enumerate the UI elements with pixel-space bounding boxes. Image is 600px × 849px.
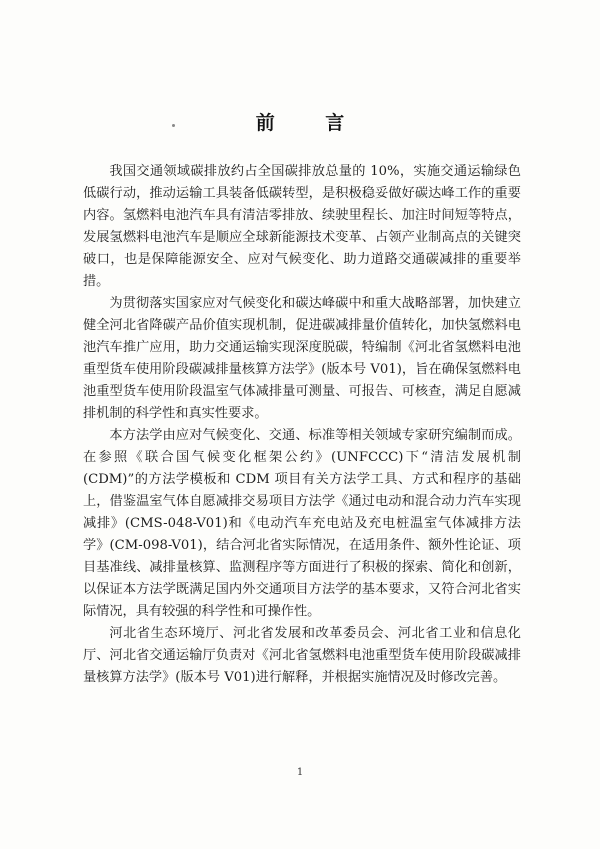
page-title: 前 言	[255, 112, 367, 134]
preface-body	[83, 161, 521, 689]
paragraph-4: 河北省生态环境厅、河北省发展和改革委员会、河北省工业和信息化厅、河北省交通运输厅负责对《河北省氢燃料电池重型货车使用阶段碳减排量核算方法学》(版本号 V01)进行解释，并根据实施情况及时修改完善。	[83, 626, 521, 685]
paragraph-1: 我国交通领域碳排放约占全国碳排放总量的 10%，实施交通运输绿色低碳行动，推动运输工具装备低碳转型，是积极稳妥做好碳达峰工作的重要内容。氢燃料电池汽车具有清洁零排放、续驶里程长、加注时间短等特点，发展氢燃料电池汽车是顺应全球新能源技术变革、占领产业制高点的关键突破口，也是保障能源安全、应对气候变化、助力道路交通碳减排的重要举措。	[83, 164, 521, 289]
paragraph-2: 为贯彻落实国家应对气候变化和碳达峰碳中和重大战略部署，加快建立健全河北省降碳产品价值实现机制，促进碳减排量价值转化，加快氢燃料电池汽车推广应用，助力交通运输实现深度脱碳，特编制《河北省氢燃料电池重型货车使用阶段碳减排量核算方法学》(版本号 V01)，旨在确保氢燃料电池重型货车使用阶段温室气体减排量可测量、可报告、可核查，满足自愿减排机制的科学性和真实性要求。	[83, 296, 521, 421]
paragraph-3: 本方法学由应对气候变化、交通、标准等相关领域专家研究编制而成。在参照《联合国气候变化框架公约》(UNFCCC)下“清洁发展机制(CDM)”的方法学模板和 CDM 项目有关方法学工具、方式和程序的基础上，借鉴温室气体自愿减排交易项目方法学《通过电动和混合动力汽车实现减排》(CMS-048-V01)和《电动汽车充电站及充电桩温室气体减排方法学》(CM-098-V01)，结合河北省实际情况，在适用条件、额外性论证、项目基准线、减排量核算、监测程序等方面进行了积极的探索、简化和创新，以保证本方法学既满足国内外交通项目方法学的基本要求，又符合河北省实际情况，具有较强的科学性和可操作性。	[83, 428, 521, 619]
page-number: 1	[296, 767, 304, 778]
